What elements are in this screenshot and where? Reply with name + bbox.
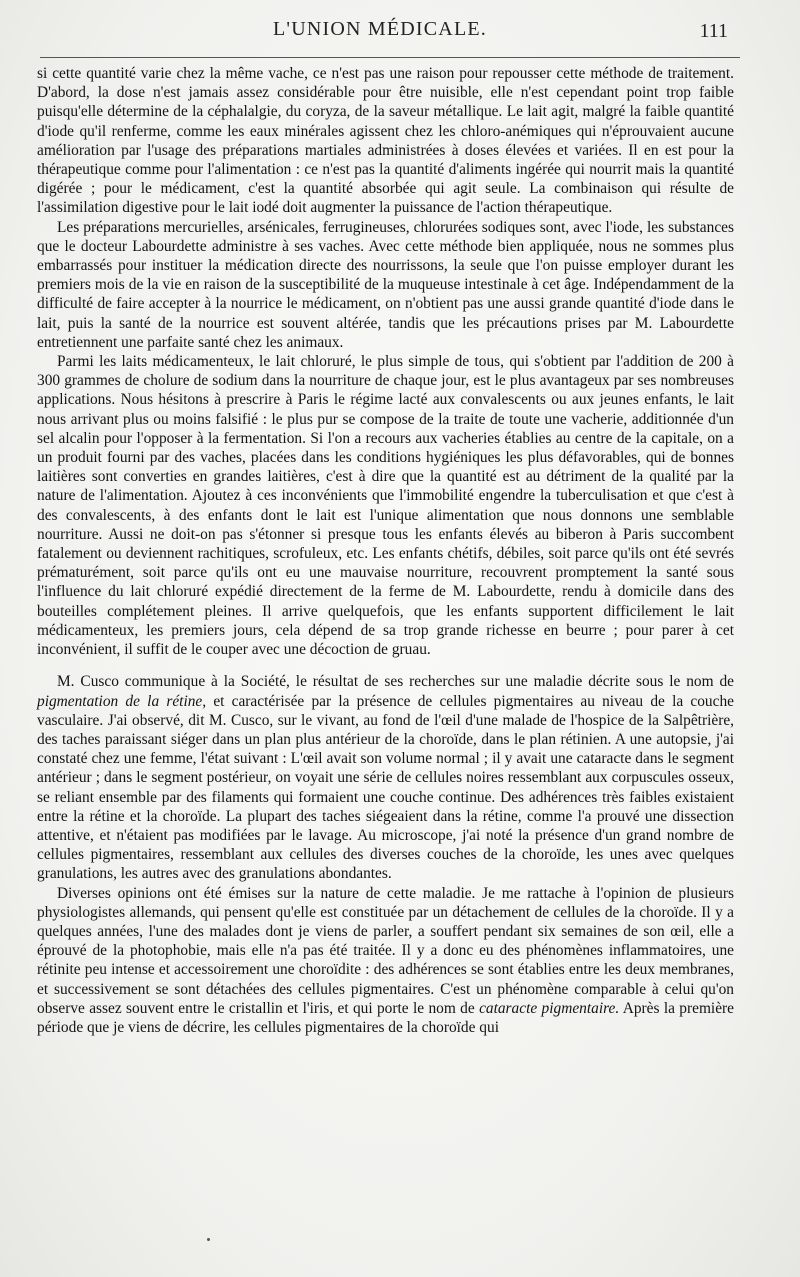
paragraph-preparations: Les préparations mercurielles, arsénicales, ferrugineuses, chlorurées sodiques sont, avec l'iode, les substances que le docteur Labourdette administre à ses vaches. Avec cette méthode bien appliquée, nous ne sommes plus embarrassés pour instituer la médication directe des nourrissons, la seule que l'on puisse employer durant les premiers mois de la vie en raison de la susceptibilité de la muqueuse intestinale à cet âge. Indépendamment de la difficulté de faire accepter à la nourrice le médicament, on n'obtient pas une aussi grande quantité d'iode dans le lait, puis la santé de la nourrice est souvent altérée, tandis que les précautions prises par M. Labourdette entretiennent une parfaite santé chez les animaux. xyxy=(37,218,734,351)
page-number: 111 xyxy=(699,20,728,42)
paragraph-cusco-text-b: et caractérisée par la présence de cellules pigmentaires au niveau de la couche vasculaire. J'ai observé, dit M. Cusco, sur le vivant, au fond de l'œil d'une malade de l'hospice de la Salpêtrière, des taches paraissant siéger dans un plan plus antérieur de la choroïde, dans le plan rétinien. A une autopsie, j'ai constaté chez une femme, l'état suivant : L'œil avait son volume normal ; il y avait une cataracte dans le segment antérieur ; dans le segment postérieur, on voyait une série de cellules noires ressemblant aux corpuscules osseux, se reliant ensemble par des filaments qui formaient une couche continue. Des adhérences très faibles existaient entre la rétine et la choroïde. La plupart des taches siégeaient dans la rétine, comme l'a prouvé une dissection attentive, et n'étaient pas modifiées par le lavage. Au microscope, j'ai noté la présence d'un grand nombre de cellules pigmentaires, ressemblant aux cellules des diverses couches de la choroïde, les unes avec quelques granulations, les autres avec des granulations abondantes. xyxy=(37,692,734,883)
paragraph-continuation: si cette quantité varie chez la même vache, ce n'est pas une raison pour repousser cette méthode de traitement. D'abord, la dose n'est jamais assez considérable pour être nuisible, elle n'est cependant point trop faible puisqu'elle détermine de la céphalalgie, du coryza, de la saveur métallique. Le lait agit, malgré la faible quantité d'iode qu'il renferme, comme les eaux minérales agissent chez les chloro-anémiques qui n'éprouvaient aucune amélioration par l'usage des préparations martiales administrées à doses élevées et variées. Il en est pour la thérapeutique comme pour l'alimentation : ce n'est pas la quantité d'aliments ingérée qui nourrit mais la quantité digérée ; pour le médicament, c'est la quantité absorbée qui agit seule. La combinaison qui résulte de l'assimilation digestive pour le lait iodé doit augmenter la puissance de l'action thérapeutique. xyxy=(37,65,734,217)
emphasis-pigmentation-retine: pigmentation de la rétine, xyxy=(37,692,207,710)
article-body xyxy=(37,64,734,1037)
running-head xyxy=(0,18,800,50)
journal-title: L'UNION MÉDICALE. xyxy=(273,18,487,40)
paragraph-lait-chlorure: Parmi les laits médicamenteux, le lait chloruré, le plus simple de tous, qui s'obtient par l'addition de 200 à 300 grammes de cholure de sodium dans la nourriture de chaque jour, est le plus avantageux par ses nombreuses applications. Nous hésitons à prescrire à Paris le régime lacté aux convalescents ou aux jeunes enfants, le lait nous arrivant plus ou moins falsifié : le plus pur se compose de la traite de toute une vacherie, additionnée d'un sel alcalin pour l'opposer à la fermentation. Si l'on a recours aux vacheries établies au centre de la capitale, on a un produit fourni par des vaches, placées dans les conditions hygiéniques les plus défavorables, qui de bonnes laitières sont converties en grandes laitières, c'est à dire que la quantité est au détriment de la qualité par la nature de l'alimentation. Ajoutez à ces inconvénients que l'immobilité engendre la tuberculisation et que c'est à des convalescents, à des enfants dont le lait est l'unique alimentation que nous donnons une semblable nourriture. Aussi ne doit-on pas s'étonner si presque tous les enfants élevés au biberon à Paris succombent fatalement ou deviennent rachitiques, scrofuleux, etc. Les enfants chétifs, débiles, soit parce qu'ils ont été sevrés prématurément, soit parce qu'ils ont eu une mauvaise nourriture, recouvrent promptement la santé sous l'influence du lait chloruré expédié directement de la ferme de M. Labourdette, rendu à domicile dans des bouteilles complétement pleines. Il arrive quelquefois, que les enfants supportent difficilement le lait médicamenteux, les premiers jours, cela dépend de sa trop grande richesse en beurre ; pour parer à cet inconvénient, il suffit de le couper avec une décoction de gruau. xyxy=(37,353,734,659)
paragraph-cusco-text-a: M. Cusco communique à la Société, le résultat de ses recherches sur une maladie décrite sous le nom de xyxy=(57,673,734,691)
header-rule xyxy=(40,57,740,58)
paragraph-cusco xyxy=(37,672,734,883)
emphasis-cataracte-pigmentaire: cataracte pigmentaire. xyxy=(479,999,620,1017)
paragraph-opinions-text-b: Après la première période que je viens de décrire, les cellules pigmentaires de la choroïde qui xyxy=(37,999,734,1036)
ink-speck xyxy=(207,1238,210,1241)
paragraph-opinions-text-a: Diverses opinions ont été émises sur la nature de cette maladie. Je me rattache à l'opinion de plusieurs physiologistes allemands, qui pensent qu'elle est constituée par un détachement de cellules de la choroïde. Il y a quelques années, l'une des malades dont je viens de parler, a souffert pendant six semaines de son œil, elle a éprouvé de la photophobie, mais elle n'a pas été traitée. Il y a donc eu des phénomènes inflammatoires, une rétinite peu intense et accessoirement une choroïdite : des adhérences se sont établies entre les deux membranes, et successivement se sont détachées des cellules pigmentaires. C'est un phénomène comparable à celui qu'on observe assez souvent entre le cristallin et l'iris, et qui porte le nom de xyxy=(37,884,734,1017)
paragraph-opinions xyxy=(37,884,734,1038)
